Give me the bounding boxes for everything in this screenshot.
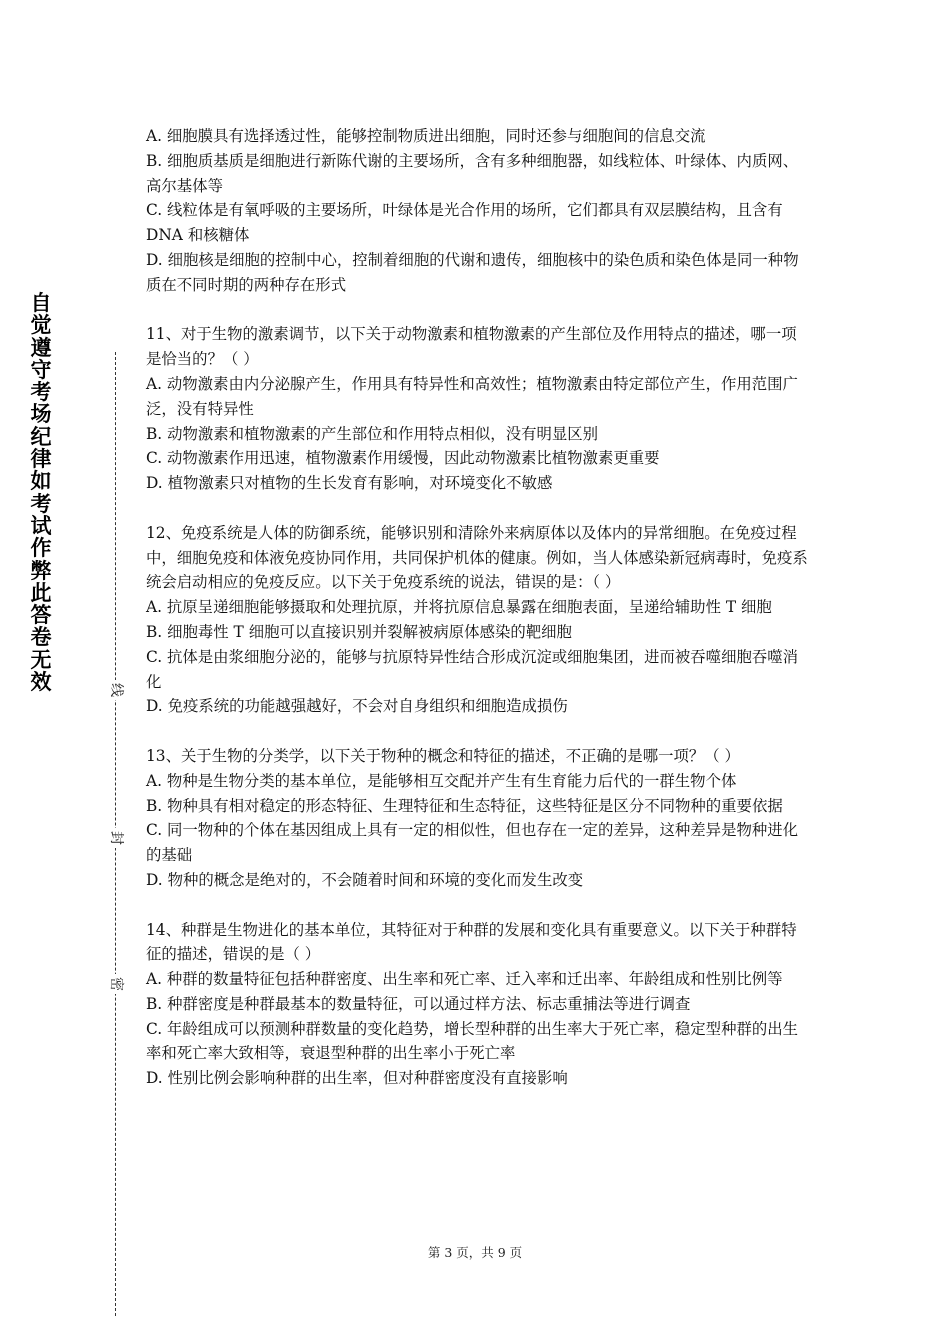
option-a: A. 物种是生物分类的基本单位，是能够相互交配并产生有生育能力后代的一群生物个体	[146, 771, 737, 790]
question-stem: 14、种群是生物进化的基本单位，其特征对于种群的发展和变化具有重要意义。以下关于种群特征的描述，错误的是（ ）	[146, 920, 797, 964]
prev-question-options	[146, 124, 810, 298]
option-b: B. 种群密度是种群最基本的数量特征，可以通过样方法、标志重捕法等进行调查	[146, 994, 691, 1013]
question-11	[146, 322, 810, 496]
question-stem: 13、关于生物的分类学，以下关于物种的概念和特征的描述，不正确的是哪一项？（ ）	[146, 746, 740, 765]
question-stem: 11、对于生物的激素调节，以下关于动物激素和植物激素的产生部位及作用特点的描述，哪一项是恰当的？（ ）	[146, 325, 797, 369]
page-number: 第 3 页，共 9 页	[427, 1245, 523, 1260]
option-d: D. 免疫系统的功能越强越好，不会对自身组织和细胞造成损伤	[146, 697, 568, 716]
option-a: A. 细胞膜具有选择透过性，能够控制物质进出细胞，同时还参与细胞间的信息交流	[146, 127, 706, 145]
option-c: C. 同一物种的个体在基因组成上具有一定的相似性，但也存在一定的差异，这种差异是物种进化的基础	[146, 821, 799, 865]
option-c: C. 线粒体是有氧呼吸的主要场所，叶绿体是光合作用的场所，它们都具有双层膜结构，且含有 DNA 和核糖体	[146, 201, 783, 245]
question-stem: 12、免疫系统是人体的防御系统，能够识别和清除外来病原体以及体内的异常细胞。在免疫过程中，细胞免疫和体液免疫协同作用，共同保护机体的健康。例如，当人体感染新冠病毒时，免疫系统会启动相应的免疫反应。以下关于免疫系统的说法，错误的是：（ ）	[146, 523, 808, 592]
exam-discipline-notice: 自觉遵守考场纪律如考试作弊此答卷无效	[30, 291, 52, 695]
option-a: A. 动物激素由内分泌腺产生，作用具有特异性和高效性；植物激素由特定部位产生，作用范围广泛，没有特异性	[146, 374, 798, 418]
option-d: D. 物种的概念是绝对的，不会随着时间和环境的变化而发生改变	[146, 870, 584, 889]
option-b: B. 动物激素和植物激素的产生部位和作用特点相似，没有明显区别	[146, 424, 599, 443]
binding-label-secret: 密	[108, 974, 124, 994]
option-c: C. 动物激素作用迅速，植物激素作用缓慢，因此动物激素比植物激素更重要	[146, 449, 660, 468]
option-b: B. 物种具有相对稳定的形态特征、生理特征和生态特征，这些特征是区分不同物种的重要依据	[146, 796, 783, 815]
binding-label-seal: 封	[108, 828, 124, 848]
option-c: C. 年龄组成可以预测种群数量的变化趋势，增长型种群的出生率大于死亡率，稳定型种群的出生率和死亡率大致相等，衰退型种群的出生率小于死亡率	[146, 1019, 799, 1063]
option-a: A. 抗原呈递细胞能够摄取和处理抗原，并将抗原信息暴露在细胞表面，呈递给辅助性 T 细胞	[146, 598, 772, 617]
question-content	[146, 124, 810, 1091]
option-d: D. 植物激素只对植物的生长发育有影响，对环境变化不敏感	[146, 474, 553, 493]
question-13	[146, 744, 810, 893]
option-a: A. 种群的数量特征包括种群密度、出生率和死亡率、迁入率和迁出率、年龄组成和性别比例等	[146, 970, 783, 989]
binding-label-line: 线	[108, 680, 124, 700]
question-14	[146, 918, 810, 1092]
question-12	[146, 521, 810, 719]
option-d: D. 细胞核是细胞的控制中心，控制着细胞的代谢和遗传，细胞核中的染色质和染色体是同一种物质在不同时期的两种存在形式	[146, 250, 799, 294]
option-b: B. 细胞毒性 T 细胞可以直接识别并裂解被病原体感染的靶细胞	[146, 622, 572, 641]
option-c: C. 抗体是由浆细胞分泌的，能够与抗原特异性结合形成沉淀或细胞集团，进而被吞噬细胞吞噬消化	[146, 647, 799, 691]
option-b: B. 细胞质基质是细胞进行新陈代谢的主要场所，含有多种细胞器，如线粒体、叶绿体、内质网、高尔基体等	[146, 151, 799, 195]
option-d: D. 性别比例会影响种群的出生率，但对种群密度没有直接影响	[146, 1069, 568, 1088]
